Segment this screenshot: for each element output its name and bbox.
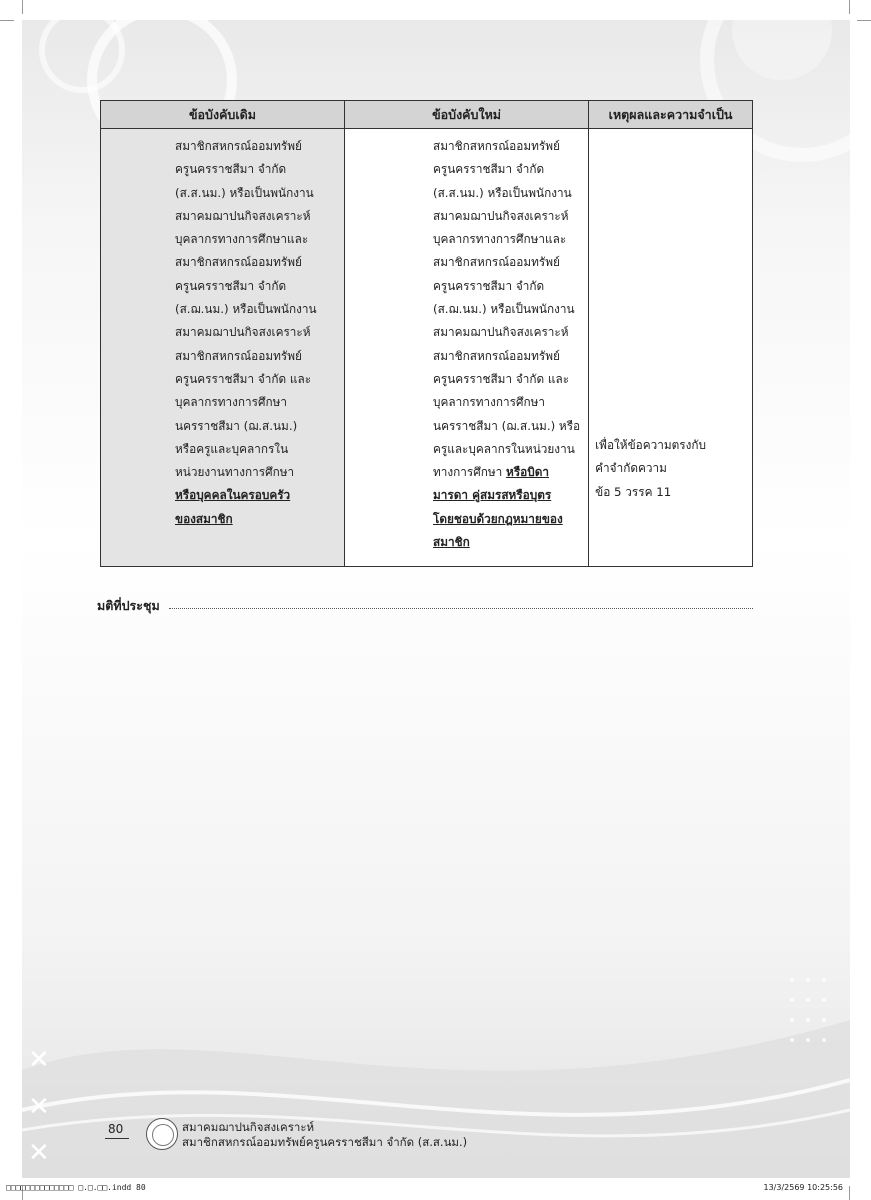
association-logo-icon <box>146 1118 178 1150</box>
line-text: สมาชิกสหกรณ์ออมทรัพย์ <box>433 255 560 270</box>
line-text: ครูนครราชสีมา จำกัด <box>433 278 545 293</box>
line-text: สมาชิกสหกรณ์ออมทรัพย์ <box>175 255 302 270</box>
crop-mark <box>849 0 850 14</box>
page-number: 80 <box>108 1122 124 1136</box>
new-rule-text <box>345 129 588 566</box>
line-emphasis: หรือบิดา <box>506 465 550 480</box>
x-decoration-icon: ✕ <box>28 1045 50 1075</box>
line-text: (ส.ส.นม.) หรือเป็นพนักงาน <box>433 185 572 200</box>
line-text: สมาชิกสหกรณ์ออมทรัพย์ <box>433 139 560 153</box>
text-line <box>175 275 336 298</box>
line-text: นครราชสีมา (ฌ.ส.นม.) <box>175 418 298 433</box>
line-text: (ส.ฌ.นม.) หรือเป็นพนักงาน <box>433 302 575 317</box>
text-line <box>433 135 580 158</box>
text-line <box>433 228 580 251</box>
reason-cell <box>589 129 753 567</box>
line-text: สมาชิกสหกรณ์ออมทรัพย์ <box>175 348 302 363</box>
text-line <box>175 182 336 205</box>
line-emphasis: มารดา คู่สมรสหรือบุตร <box>433 488 552 503</box>
text-line <box>175 158 336 181</box>
organization-name <box>182 1120 467 1150</box>
text-line <box>433 275 580 298</box>
table-header-row <box>101 101 753 129</box>
text-line <box>175 461 336 484</box>
text-line <box>595 481 744 504</box>
line-emphasis: โดยชอบด้วยกฎหมายของ <box>433 511 563 526</box>
line-text: สมาคมฌาปนกิจสงเคราะห์ <box>433 325 569 340</box>
organization-line-2: สมาชิกสหกรณ์ออมทรัพย์ครูนครราชสีมา จำกัด (ส.ส.นม.) <box>182 1135 468 1149</box>
text-line <box>175 321 336 344</box>
line-text: สมาชิกสหกรณ์ออมทรัพย์ <box>175 139 302 153</box>
new-rule-cell <box>345 129 589 567</box>
line-text: สมาชิกสหกรณ์ออมทรัพย์ <box>433 348 560 363</box>
line-emphasis: หรือบุคคลในครอบครัว <box>175 488 291 503</box>
resolution-dotted-line <box>169 608 753 609</box>
print-slug-datetime: 13/3/2569 10:25:56 <box>763 1183 843 1192</box>
text-line <box>433 182 580 205</box>
line-text: ข้อ 5 วรรค 11 <box>595 484 672 499</box>
text-line <box>433 321 580 344</box>
text-line <box>175 345 336 368</box>
line-text: หน่วยงานทางการศึกษา <box>175 465 295 480</box>
crop-mark <box>849 1186 850 1200</box>
text-line <box>433 205 580 228</box>
text-line <box>433 251 580 274</box>
header-reason: เหตุผลและความจำเป็น <box>589 101 753 129</box>
document-page <box>22 20 850 1178</box>
print-slug-file: □□□□□□□□□□□□□□ □.□.□□.indd 80 <box>6 1183 146 1192</box>
text-line <box>175 508 336 531</box>
line-text: ทางการศึกษา <box>433 465 507 480</box>
resolution-label: มติที่ประชุม <box>97 598 160 613</box>
reason-text <box>589 129 752 516</box>
text-line <box>175 228 336 251</box>
line-text: ครูนครราชสีมา จำกัด <box>175 162 287 177</box>
old-rule-text <box>101 129 344 543</box>
text-line <box>433 391 580 414</box>
text-line <box>433 415 580 438</box>
text-line <box>433 484 580 507</box>
text-line <box>433 345 580 368</box>
text-line <box>175 415 336 438</box>
line-emphasis: ของสมาชิก <box>175 511 233 526</box>
line-text: ครูและบุคลากรในหน่วยงาน <box>433 441 575 456</box>
text-line <box>433 158 580 181</box>
text-line <box>175 135 336 158</box>
line-emphasis: สมาชิก <box>433 535 470 550</box>
header-new-rule: ข้อบังคับใหม่ <box>345 101 589 129</box>
line-text: บุคลากรทางการศึกษาและ <box>175 232 309 247</box>
text-line <box>175 484 336 507</box>
text-line <box>175 251 336 274</box>
text-line <box>433 368 580 391</box>
old-rule-cell <box>101 129 345 567</box>
text-line <box>175 368 336 391</box>
text-line <box>433 531 580 554</box>
line-text: ครูนครราชสีมา จำกัด <box>175 278 287 293</box>
line-text: คำจำกัดความ <box>595 461 667 476</box>
line-text: (ส.ส.นม.) หรือเป็นพนักงาน <box>175 185 314 200</box>
regulation-comparison-table <box>100 100 753 567</box>
header-old-rule: ข้อบังคับเดิม <box>101 101 345 129</box>
line-text: หรือครูและบุคลากรใน <box>175 441 289 456</box>
x-decoration-icon: ✕ <box>28 1092 50 1122</box>
text-line <box>433 508 580 531</box>
table-row <box>101 129 753 567</box>
text-line <box>433 461 580 484</box>
text-line <box>433 438 580 461</box>
text-line <box>595 457 744 480</box>
line-text: สมาคมฌาปนกิจสงเคราะห์ <box>433 208 569 223</box>
line-text: ครูนครราชสีมา จำกัด และ <box>433 371 570 386</box>
line-text: นครราชสีมา (ฌ.ส.นม.) หรือ <box>433 418 581 433</box>
crop-mark <box>857 20 871 21</box>
organization-line-1: สมาคมฌาปนกิจสงเคราะห์ <box>182 1120 315 1134</box>
text-line <box>433 298 580 321</box>
line-text: บุคลากรทางการศึกษา <box>175 395 288 410</box>
line-text: เพื่อให้ข้อความตรงกับ <box>595 438 707 452</box>
line-text: ครูนครราชสีมา จำกัด <box>433 162 545 177</box>
line-text: สมาคมฌาปนกิจสงเคราะห์ <box>175 325 311 340</box>
text-line <box>175 438 336 461</box>
crop-mark <box>0 20 14 21</box>
crop-mark <box>22 0 23 14</box>
text-line <box>175 205 336 228</box>
line-text: สมาคมฌาปนกิจสงเคราะห์ <box>175 208 311 223</box>
line-text: บุคลากรทางการศึกษาและ <box>433 232 567 247</box>
text-line <box>175 298 336 321</box>
page-number-underline <box>105 1138 129 1139</box>
text-line <box>175 391 336 414</box>
text-line <box>595 434 744 457</box>
line-text: (ส.ฌ.นม.) หรือเป็นพนักงาน <box>175 302 317 317</box>
line-text: ครูนครราชสีมา จำกัด และ <box>175 371 312 386</box>
line-text: บุคลากรทางการศึกษา <box>433 395 546 410</box>
x-decoration-icon: ✕ <box>28 1138 50 1168</box>
